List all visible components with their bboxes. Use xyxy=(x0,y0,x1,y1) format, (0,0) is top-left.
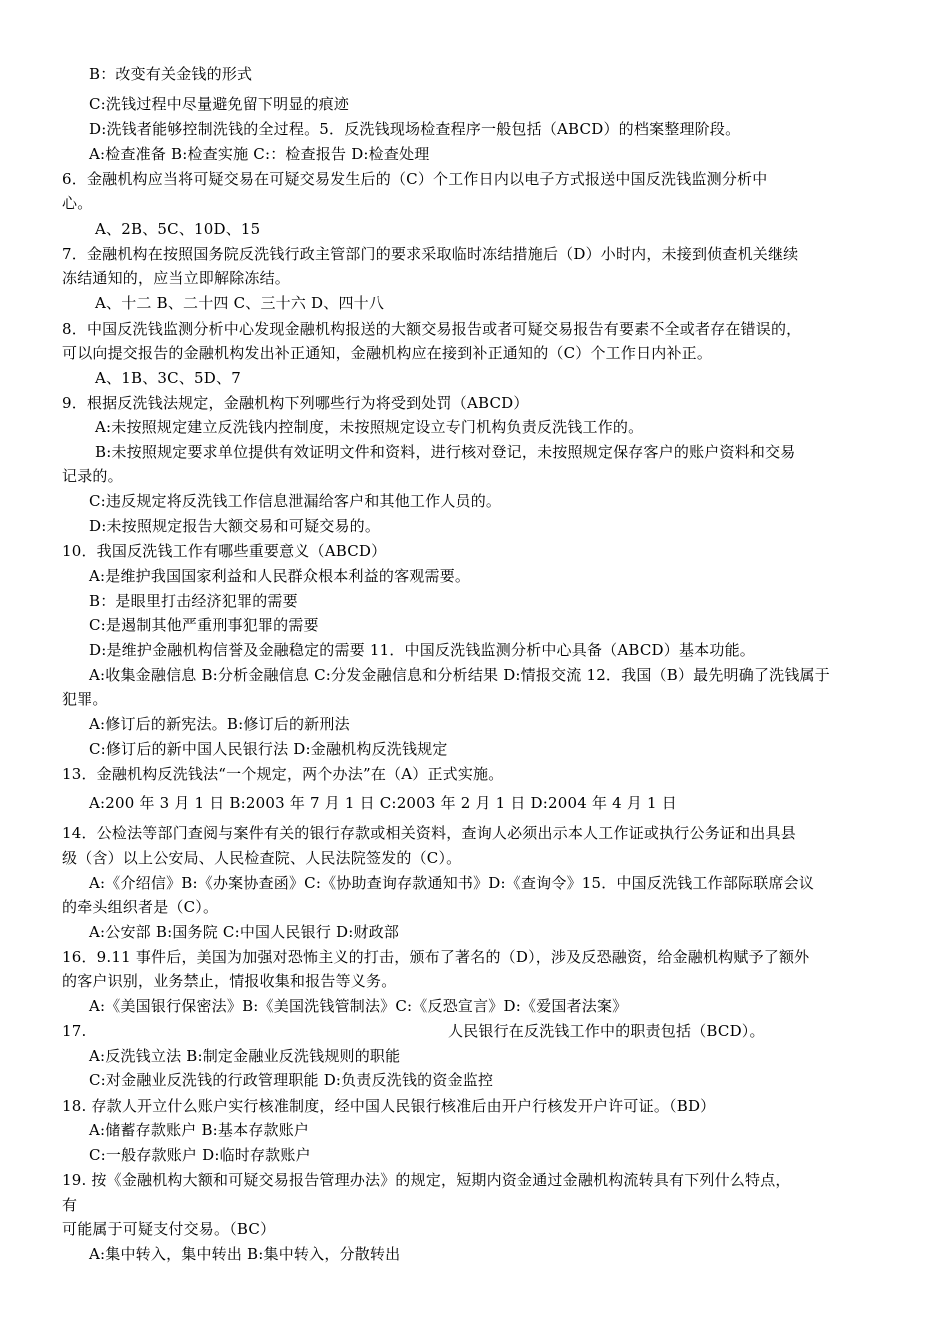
text-line: B：改变有关金钱的形式 xyxy=(89,65,253,83)
text-line: 可以向提交报告的金融机构发出补正通知，金融机构应在接到补正通知的（C）个工作日内补正。 xyxy=(62,344,713,362)
text-line: 有 xyxy=(62,1196,78,1214)
text-line: 17. xyxy=(62,1022,87,1040)
text-line: A:集中转入，集中转出 B:集中转入，分散转出 xyxy=(89,1245,401,1263)
text-line: A、1B、3C、5D、7 xyxy=(95,369,241,387)
text-line: 9．根据反洗钱法规定，金融机构下列哪些行为将受到处罚（ABCD） xyxy=(62,394,529,412)
text-line: A:《介绍信》B:《办案协查函》C:《协助查询存款通知书》D:《查询令》15．中国反洗钱工作部际联席会议 xyxy=(89,874,815,892)
text-line: C:对金融业反洗钱的行政管理职能 D:负责反洗钱的资金监控 xyxy=(89,1071,494,1089)
text-line: A:收集金融信息 B:分析金融信息 C:分发金融信息和分析结果 D:情报交流 12．我国（B）最先明确了洗钱属于 xyxy=(89,666,830,684)
text-line: 14．公检法等部门查阅与案件有关的银行存款或相关资料，查询人必须出示本人工作证或执行公务证和出具县 xyxy=(62,824,796,842)
text-line: D:洗钱者能够控制洗钱的全过程。5．反洗钱现场检查程序一般包括（ABCD）的档案整理阶段。 xyxy=(89,120,741,138)
text-line: A:未按照规定建立反洗钱内控制度，未按照规定设立专门机构负责反洗钱工作的。 xyxy=(95,418,644,436)
text-line: 冻结通知的，应当立即解除冻结。 xyxy=(62,269,291,287)
text-line: 犯罪。 xyxy=(62,690,108,708)
text-line: D:未按照规定报告大额交易和可疑交易的。 xyxy=(89,517,381,535)
text-line: B：是眼里打击经济犯罪的需要 xyxy=(89,592,298,610)
text-line: A:200 年 3 月 1 日 B:2003 年 7 月 1 日 C:2003 年 2 月 1 日 D:2004 年 4 月 1 日 xyxy=(89,794,677,812)
text-line: 心。 xyxy=(62,194,93,212)
text-line: 10．我国反洗钱工作有哪些重要意义（ABCD） xyxy=(62,542,387,560)
text-line: A:储蓄存款账户 B:基本存款账户 xyxy=(89,1121,310,1139)
text-line: 8．中国反洗钱监测分析中心发现金融机构报送的大额交易报告或者可疑交易报告有要素不全或者存在错误的， xyxy=(62,320,802,338)
text-line: A:检查准备 B:检查实施 C:：检查报告 D:检查处理 xyxy=(89,145,430,163)
text-line: 19. 按《金融机构大额和可疑交易报告管理办法》的规定，短期内资金通过金融机构流转具有下列什么特点， xyxy=(62,1171,791,1189)
text-line: C:是遏制其他严重刑事犯罪的需要 xyxy=(89,616,319,634)
text-line: 人民银行在反洗钱工作中的职责包括（BCD）。 xyxy=(448,1022,765,1040)
text-line: D:是维护金融机构信誉及金融稳定的需要 11．中国反洗钱监测分析中心具备（ABCD）基本功能。 xyxy=(89,641,755,659)
text-line: 18. 存款人开立什么账户实行核准制度，经中国人民银行核准后由开户行核发开户许可证。（BD） xyxy=(62,1097,716,1115)
text-line: 16．9.11 事件后，美国为加强对恐怖主义的打击，颁布了著名的（D），涉及反恐融资，给金融机构赋予了额外 xyxy=(62,948,810,966)
text-line: 7．金融机构在按照国务院反洗钱行政主管部门的要求采取临时冻结措施后（D）小时内，未接到侦查机关继续 xyxy=(62,245,799,263)
text-line: 的客户识别，业务禁止，情报收集和报告等义务。 xyxy=(62,972,397,990)
text-line: C:修订后的新中国人民银行法 D:金融机构反洗钱规定 xyxy=(89,740,448,758)
text-line: A:公安部 B:国务院 C:中国人民银行 D:财政部 xyxy=(89,923,400,941)
text-line: A、2B、5C、10D、15 xyxy=(95,220,261,238)
text-line: 记录的。 xyxy=(62,467,123,485)
text-line: A:修订后的新宪法。B:修订后的新刑法 xyxy=(89,715,350,733)
text-line: A:是维护我国国家利益和人民群众根本利益的客观需要。 xyxy=(89,567,471,585)
text-line: B:未按照规定要求单位提供有效证明文件和资料，进行核对登记，未按照规定保存客户的账户资料和交易 xyxy=(95,443,796,461)
text-line: A:反洗钱立法 B:制定金融业反洗钱规则的职能 xyxy=(89,1047,401,1065)
text-line: 级（含）以上公安局、人民检查院、人民法院签发的（C）。 xyxy=(62,849,462,867)
text-line: C:一般存款账户 D:临时存款账户 xyxy=(89,1146,311,1164)
text-line: A:《美国银行保密法》B:《美国洗钱管制法》C:《反恐宣言》D:《爱国者法案》 xyxy=(89,997,628,1015)
text-line: 可能属于可疑支付交易。（BC） xyxy=(62,1220,276,1238)
text-line: 6．金融机构应当将可疑交易在可疑交易发生后的（C）个工作日内以电子方式报送中国反洗钱监测分析中 xyxy=(62,170,768,188)
text-line: C:违反规定将反洗钱工作信息泄漏给客户和其他工作人员的。 xyxy=(89,492,502,510)
text-line: A、十二 B、二十四 C、三十六 D、四十八 xyxy=(95,294,385,312)
text-line: C:洗钱过程中尽量避免留下明显的痕迹 xyxy=(89,95,350,113)
text-line: 13．金融机构反洗钱法“一个规定，两个办法”在（A）正式实施。 xyxy=(62,765,504,783)
text-line: 的牵头组织者是（C）。 xyxy=(62,898,219,916)
